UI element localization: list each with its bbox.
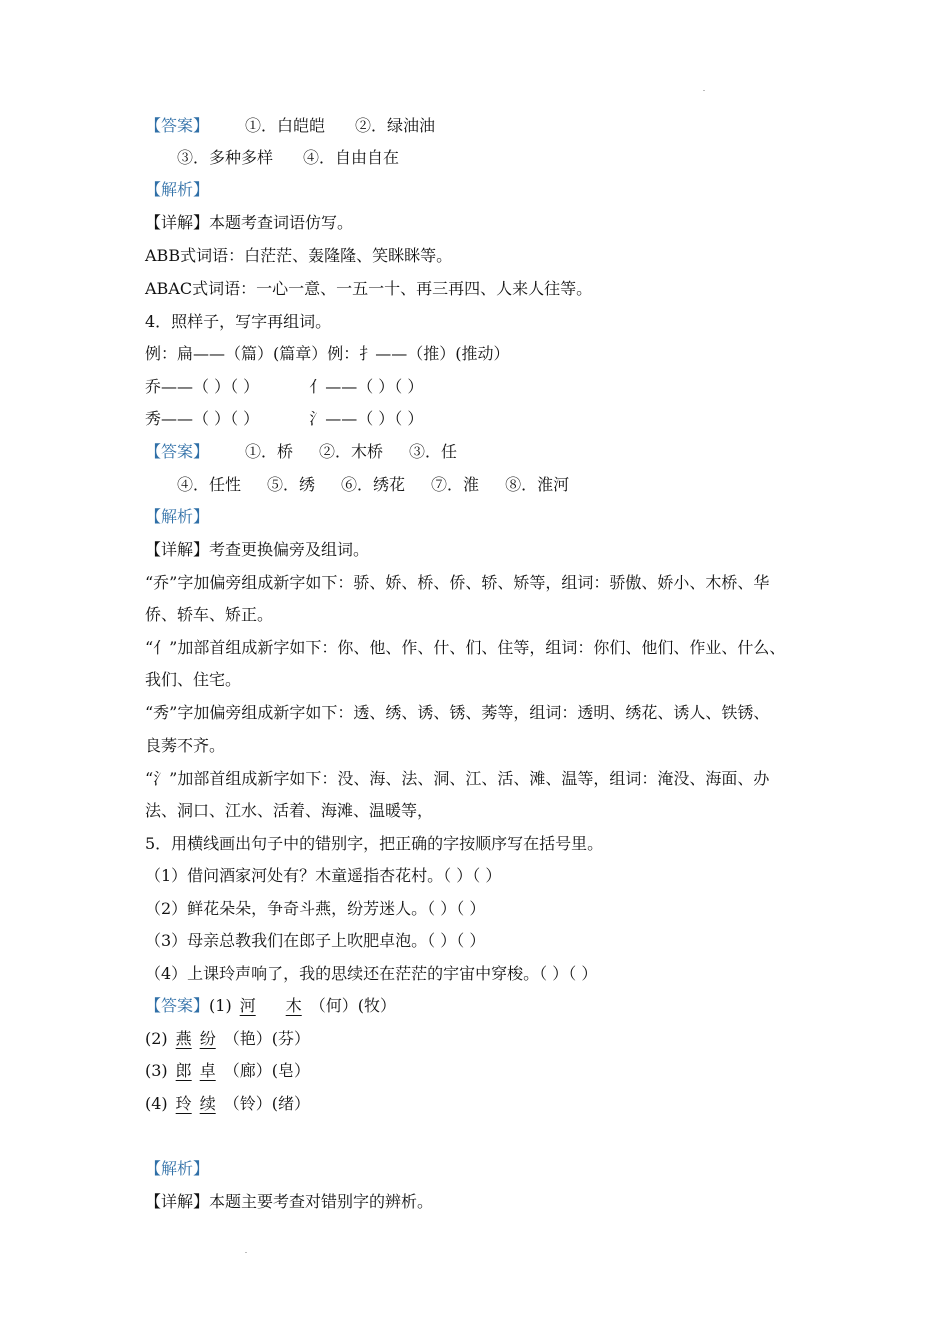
q4-detail [145,540,369,560]
q3-abb: ABB式词语：白茫茫、轰隆隆、笑眯眯等。 [145,246,453,265]
answer-number: (1) [209,996,232,1015]
analysis-tag: 【解析】 [145,180,210,199]
q4-para-2b: 我们、住宅。 [145,670,242,689]
scan-speck [703,90,705,91]
q4-row-1a: 乔——（ ）（ ） [145,377,260,396]
wrong-char: 木 [285,996,302,1015]
detail-text: 本题主要考查对错别字的辨析。 [209,1192,434,1211]
q4-row-1 [145,377,423,397]
answer-item: ②．木桥 [319,442,384,461]
q3-detail [145,213,353,233]
wrong-char: 郎 [175,1061,192,1080]
q5-sentence-2: （2）鲜花朵朵，争奇斗燕，纷芳迷人。（ ）（ ） [145,899,486,918]
q3-answer-line-1 [145,116,435,136]
q5-sentence-4: （4）上课玲声响了，我的思续还在茫茫的宇宙中穿梭。（ ）（ ） [145,964,598,983]
q4-para-2a: “亻”加部首组成新字如下：你、他、作、什、们、住等，组词：你们、他们、作业、什么、 [145,638,786,657]
answer-item: ①．白皑皑 [245,116,326,135]
answer-number: (3) [145,1061,168,1080]
q4-para-3a: “秀”字加偏旁组成新字如下：透、绣、诱、锈、莠等，组词：透明、绣花、诱人、铁锈、 [145,703,770,722]
answer-tag: 【答案】 [145,996,210,1015]
correct-chars: （铃）(绪） [223,1094,310,1113]
q5-title: 5．用横线画出句子中的错别字，把正确的字按顺序写在括号里。 [145,834,604,853]
q4-row-2a: 秀——（ ）（ ） [145,409,260,428]
wrong-char: 燕 [175,1029,192,1048]
q5-answer-1 [145,996,396,1016]
answer-tag: 【答案】 [145,442,210,461]
q5-sentence-3: （3）母亲总教我们在郎子上吹肥卓泡。（ ）（ ） [145,931,486,950]
q4-row-1b: 亻——（ ）（ ） [309,377,424,396]
q3-answer-line-2 [177,148,399,168]
correct-chars: （廊）(皂） [223,1061,310,1080]
q4-para-1a: “乔”字加偏旁组成新字如下：骄、娇、桥、侨、轿、矫等，组词：骄傲、娇小、木桥、华 [145,573,770,592]
answer-item: ⑧．淮河 [505,475,570,494]
scan-speck [245,1252,247,1253]
q4-title: 4．照样子，写字再组词。 [145,312,332,331]
q4-row-2 [145,409,423,429]
answer-item: ⑥．绣花 [341,475,406,494]
wrong-char: 河 [239,996,256,1015]
detail-tag: 【详解】 [145,540,210,559]
wrong-char: 纷 [199,1029,216,1048]
q5-sentence-1: （1）借问酒家河处有？木童遥指杏花村。（ ）（ ） [145,866,502,885]
answer-item: ②．绿油油 [355,116,436,135]
q4-para-3b: 良莠不齐。 [145,736,226,755]
answer-item: ①．桥 [245,442,294,461]
q5-answer-4 [145,1094,310,1114]
q5-detail [145,1192,433,1212]
q4-row-2b: 氵——（ ）（ ） [309,409,424,428]
answer-item: ⑤．绣 [267,475,316,494]
q5-answer-2 [145,1029,310,1049]
answer-number: (2) [145,1029,168,1048]
answer-item: ③．任 [409,442,458,461]
wrong-char: 续 [199,1094,216,1113]
q4-example: 例：扁——（篇）(篇章）例：扌——（推）(推动） [145,344,510,363]
wrong-char: 卓 [199,1061,216,1080]
detail-text: 考查更换偏旁及组词。 [209,540,370,559]
correct-chars: （艳）(芬） [223,1029,310,1048]
correct-chars: （何）(牧） [309,996,396,1015]
detail-tag: 【详解】 [145,1192,210,1211]
answer-item: ⑦．淮 [431,475,480,494]
q5-answer-3 [145,1061,310,1081]
answer-item: ④．自由自在 [303,148,400,167]
analysis-tag: 【解析】 [145,1159,210,1178]
detail-tag: 【详解】 [145,213,210,232]
q4-answer-line-2 [177,475,569,495]
analysis-tag: 【解析】 [145,507,210,526]
answer-item: ④．任性 [177,475,242,494]
answer-number: (4) [145,1094,168,1113]
answer-item: ③．多种多样 [177,148,274,167]
q4-para-4a: “氵”加部首组成新字如下：没、海、法、洞、江、活、滩、温等，组词：淹没、海面、办 [145,769,770,788]
q4-para-4b: 法、洞口、江水、活着、海滩、温暖等， [145,801,434,820]
q4-answer-line-1 [145,442,457,462]
answer-tag: 【答案】 [145,116,210,135]
q3-abac: ABAC式词语：一心一意、一五一十、再三再四、人来人往等。 [145,279,593,298]
q4-para-1b: 侨、轿车、矫正。 [145,605,274,624]
wrong-char: 玲 [175,1094,192,1113]
detail-text: 本题考查词语仿写。 [209,213,354,232]
